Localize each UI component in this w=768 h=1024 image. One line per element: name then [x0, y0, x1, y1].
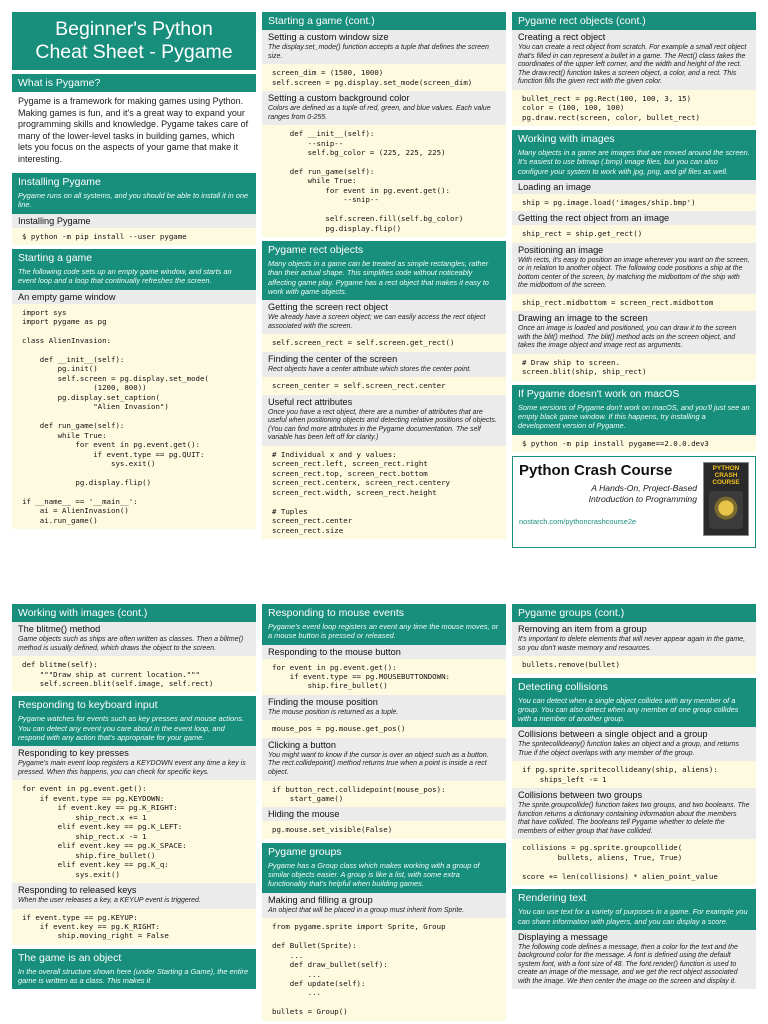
code-block: def blitme(self): """Draw ship at current location.""" self.screen.blit(self.image, self.rect) — [12, 656, 256, 692]
code-block: if button_rect.collidepoint(mouse_pos): start_game() — [262, 781, 506, 808]
page2-column-1 — [12, 604, 256, 1024]
section-pygame-groups — [262, 843, 506, 1021]
code-block: ship_rect.midbottom = screen_rect.midbottom — [512, 294, 756, 311]
subsection-title: Finding the mouse position — [262, 695, 506, 709]
subsection-description: Once you have a rect object, there are a number of attributes that are useful when positioning objects and detecting relative positions of objects. (You can find more attributes in the Pygame documentation. The self variable has been left off for clarity.) — [262, 409, 506, 446]
ad-text — [519, 462, 701, 542]
section-description: Pygame has a Group class which makes working with a group of similar objects easier. A group is like a list, with some extra functionality that's helpful when building games. — [262, 861, 506, 893]
section-title: Responding to keyboard input — [12, 696, 256, 714]
code-block: screen_center = self.screen_rect.center — [262, 377, 506, 394]
code-block: collisions = pg.sprite.groupcollide( bullets, aliens, True, True) score += len(collisions) * alien_point_value — [512, 839, 756, 885]
subsection-description: Colors are defined as a tuple of red, green, and blue values. Each value ranges from 0-255. — [262, 105, 506, 125]
section-description: Pygame runs on all systems, and you should be able to install it in one line. — [12, 191, 256, 214]
subsection-description: An object that will be placed in a group must inherit from Sprite. — [262, 907, 506, 919]
subsection-title: Drawing an image to the screen — [512, 311, 756, 325]
section-description: Some versions of Pygame don't work on macOS, and you'll just see an empty black game window. If this happens, try installing a development version of Pygame. — [512, 403, 756, 435]
section-what-is-pygame — [12, 74, 256, 169]
subsection-title: Responding to released keys — [12, 883, 256, 897]
section-title: Detecting collisions — [512, 678, 756, 696]
section-description: Many objects in a game are images that are moved around the screen. It's easiest to use bitmap (.bmp) image files, but you can also configure your system to work with jpg, png, and gif files as well. — [512, 148, 756, 180]
section-description: Pygame's event loop registers an event any time the mouse moves, or a mouse button is pressed or released. — [262, 622, 506, 645]
title-line-2: Cheat Sheet - Pygame — [35, 41, 233, 63]
subsection-description: When the user releases a key, a KEYUP event is triggered. — [12, 897, 256, 909]
subsection-title: Making and filling a group — [262, 893, 506, 907]
subsection-title: Getting the screen rect object — [262, 300, 506, 314]
section-title: If Pygame doesn't work on macOS — [512, 385, 756, 403]
subsection-description: Pygame's main event loop registers a KEYDOWN event any time a key is pressed. When this happens, you can check for specific keys. — [12, 760, 256, 780]
section-starting-a-game-cont — [262, 12, 506, 237]
subsection-title: Creating a rect object — [512, 30, 756, 44]
subsection-title: Getting the rect object from an image — [512, 211, 756, 225]
code-block: for event in pg.event.get(): if event.type == pg.KEYDOWN: if event.key == pg.K_RIGHT: ship_rect.x += 1 elif event.key == pg.K_LEFT: ship_rect.x -= 1 elif event.key == pg.K_SPACE: ship.fire_bullet() elif event.key == pg.K_q: sys.exit() — [12, 780, 256, 883]
subsection-description: The spritecollideany() function takes an object and a group, and returns True if the object overlaps with any member of the group. — [512, 741, 756, 761]
code-block: from pygame.sprite import Sprite, Group def Bullet(Sprite): ... def draw_bullet(self): ... def update(self): ... bullets = Group() — [262, 918, 506, 1021]
subsection-title: Removing an item from a group — [512, 622, 756, 636]
subsection-title: Displaying a message — [512, 930, 756, 944]
page1-column-2 — [262, 12, 506, 590]
section-rendering-text — [512, 889, 756, 989]
subsection-description: You can create a rect object from scratch. For example a small rect object that's filled in can represent a bullet in a game. The Rect() class takes the coordinates of the upper left corner, and the width and height of the rect. The draw.rect() function takes a screen object, a color, and a rect. This function fills the given rect with the given color. — [512, 44, 756, 90]
subsection-title: Clicking a button — [262, 738, 506, 752]
subsection-title: Collisions between two groups — [512, 788, 756, 802]
code-block: if pg.sprite.spritecollideany(ship, aliens): ships_left -= 1 — [512, 761, 756, 788]
section-description: Many objects in a game can be treated as simple rectangles, rather than their actual shape. This simplifies code without noticeably affecting game play. Pygame has a rect object that makes it easy to work with game objects. — [262, 259, 506, 300]
section-working-with-images — [512, 130, 756, 381]
page-two — [12, 604, 756, 1024]
section-pygame-rect-objects-cont — [512, 12, 756, 126]
ad-subtitle-line-2: Introduction to Programming — [588, 494, 697, 505]
subsection-title: Setting a custom background color — [262, 91, 506, 105]
code-block: screen_dim = (1500, 1000) self.screen = pg.display.set_mode(screen_dim) — [262, 64, 506, 91]
subsection-description: Game objects such as ships are often written as classes. Then a blitme() method is usually defined, which draws the object to the screen. — [12, 636, 256, 656]
subsection-title: An empty game window — [12, 290, 256, 304]
section-description: The following code sets up an empty game window, and starts an event loop and a loop that continually refreshes the screen. — [12, 267, 256, 290]
section-description: You can detect when a single object collides with any member of a group. You can also detect when any member of one group collides with a member of another group. — [512, 696, 756, 728]
subsection-title: Useful rect attributes — [262, 395, 506, 409]
section-installing-pygame — [12, 173, 256, 245]
page1-column-3 — [512, 12, 756, 590]
code-block: pg.mouse.set_visible(False) — [262, 821, 506, 838]
page2-column-3 — [512, 604, 756, 1024]
section-pygame-groups-cont — [512, 604, 756, 674]
page2-column-2 — [262, 604, 506, 1024]
code-block: def __init__(self): --snip-- self.bg_color = (225, 225, 225) def run_game(self): while True: for event in pg.event.get(): --snip-- self.screen.fill(self.bg_color) pg.display.flip() — [262, 125, 506, 237]
code-block: import sys import pygame as pg class AlienInvasion: def __init__(self): pg.init() self.screen = pg.display.set_mode( (1200, 800)) pg.display.set_caption( "Alien Invasion") def run_game(self): while True: for event in pg.event.get(): if event.type == pg.QUIT: sys.exit() pg.display.flip() if __name__ == '__main__': ai = AlienInvasion() ai.run_game() — [12, 304, 256, 530]
section-title: Responding to mouse events — [262, 604, 506, 622]
code-block: if event.type == pg.KEYUP: if event.key == pg.K_RIGHT: ship.moving_right = False — [12, 909, 256, 945]
code-block: $ python -m pip install --user pygame — [12, 228, 256, 245]
section-working-with-images-cont — [12, 604, 256, 692]
section-pygame-rect-objects — [262, 241, 506, 539]
section-title: What is Pygame? — [12, 74, 256, 92]
section-title: Pygame rect objects — [262, 241, 506, 259]
section-game-is-an-object — [12, 949, 256, 990]
book-advertisement[interactable] — [512, 456, 756, 548]
section-title: Working with images (cont.) — [12, 604, 256, 622]
subsection-description: With rects, it's easy to position an image wherever you want on the screen, or in relation to another object. The following code positions a ship at the bottom center of the screen, by matching the midbottom of the ship with the midbottom of the screen. — [512, 257, 756, 294]
subsection-description: The display.set_mode() function accepts a tuple that defines the screen size. — [262, 44, 506, 64]
subsection-title: Installing Pygame — [12, 214, 256, 228]
code-block: mouse_pos = pg.mouse.get_pos() — [262, 720, 506, 737]
subsection-description: It's important to delete elements that will never appear again in the game, so you don't waste memory and resources. — [512, 636, 756, 656]
section-title: The game is an object — [12, 949, 256, 967]
page-one — [12, 12, 756, 590]
subsection-title: Collisions between a single object and a group — [512, 727, 756, 741]
section-description: You can use text for a variety of purposes in a game. For example you can share information with players, and you can display a score. — [512, 907, 756, 930]
subsection-title: Loading an image — [512, 180, 756, 194]
subsection-title: Setting a custom window size — [262, 30, 506, 44]
section-title: Working with images — [512, 130, 756, 148]
subsection-title: Positioning an image — [512, 243, 756, 257]
subsection-description: We already have a screen object; we can easily access the rect object associated with the screen. — [262, 314, 506, 334]
section-title: Starting a game (cont.) — [262, 12, 506, 30]
section-title: Pygame groups — [262, 843, 506, 861]
book-cover-art — [709, 491, 743, 529]
section-mouse-events — [262, 604, 506, 839]
subsection-title: Finding the center of the screen — [262, 352, 506, 366]
cheat-sheet-title — [12, 12, 256, 70]
section-title: Pygame groups (cont.) — [512, 604, 756, 622]
subsection-title: Hiding the mouse — [262, 807, 506, 821]
section-title: Installing Pygame — [12, 173, 256, 191]
code-block: # Draw ship to screen. screen.blit(ship, ship_rect) — [512, 354, 756, 381]
ad-title: Python Crash Course — [519, 462, 673, 480]
section-description: In the overall structure shown here (under Starting a Game), the entire game is written as a class. This makes it — [12, 967, 256, 990]
page1-column-1 — [12, 12, 256, 590]
section-keyboard-input — [12, 696, 256, 944]
ad-url-link[interactable]: nostarch.com/pythoncrashcourse2e — [519, 517, 637, 527]
section-title: Rendering text — [512, 889, 756, 907]
subsection-description: Once an image is loaded and positioned, you can draw it to the screen with the blit() method. The blit() method acts on the screen object, and takes the image object and image rect as arguments. — [512, 325, 756, 354]
code-block: for event in pg.event.get(): if event.type == pg.MOUSEBUTTONDOWN: ship.fire_bullet() — [262, 659, 506, 695]
section-title: Starting a game — [12, 249, 256, 267]
subsection-description: You might want to know if the cursor is over an object such as a button. The rect.collidepoint() method returns true when a point is inside a rect object. — [262, 752, 506, 781]
book-cover-image — [703, 462, 749, 536]
subsection-title: Responding to key presses — [12, 746, 256, 760]
subsection-description: The mouse position is returned as a tuple. — [262, 709, 506, 721]
section-detecting-collisions — [512, 678, 756, 886]
code-block: $ python -m pip install pygame==2.0.0.dev3 — [512, 435, 756, 452]
code-block: # Individual x and y values: screen_rect.left, screen_rect.right screen_rect.top, screen_rect.bottom screen_rect.centerx, screen_rect.centery screen_rect.width, screen_rect.height # Tuples screen_rect.center screen_rect.size — [262, 446, 506, 539]
code-block: self.screen_rect = self.screen.get_rect() — [262, 334, 506, 351]
section-macos — [512, 385, 756, 452]
subsection-description: The following code defines a message, then a color for the text and the background color for the message. A font is defined using the default system font, with a font size of 48. The font.render() function is used to create an image of the message, and we get the rect object associated with the image. We then center the image on the screen and display it. — [512, 944, 756, 990]
code-block: bullets.remove(bullet) — [512, 656, 756, 673]
book-cover-title: PYTHON CRASH COURSE — [712, 465, 740, 486]
subsection-title: The blitme() method — [12, 622, 256, 636]
section-starting-a-game — [12, 249, 256, 529]
section-title: Pygame rect objects (cont.) — [512, 12, 756, 30]
code-block: ship = pg.image.load('images/ship.bmp') — [512, 194, 756, 211]
section-description: Pygame watches for events such as key presses and mouse actions. You can detect any event you care about in the event loop, and respond with any action that's appropriate for your game. — [12, 714, 256, 746]
code-block: ship_rect = ship.get_rect() — [512, 225, 756, 242]
ad-subtitle — [519, 483, 701, 505]
subsection-description: The sprite.groupcollide() function takes two groups, and two booleans. The function returns a dictionary containing information about the members that have collided. The booleans tell Pygame whether to delete the members of either group that have collided. — [512, 802, 756, 839]
title-line-1: Beginner's Python — [55, 18, 213, 40]
section-text: Pygame is a framework for making games using Python. Making games is fun, and it's a great way to expand your programming skills and knowledge. Pygame takes care of many of the lower-level tasks in building games, which lets you focus on the aspects of your game that make it interesting. — [18, 96, 249, 164]
code-block: bullet_rect = pg.Rect(100, 100, 3, 15) color = (100, 100, 100) pg.draw.rect(screen, color, bullet_rect) — [512, 90, 756, 126]
ad-subtitle-line-1: A Hands-On, Project-Based — [591, 483, 697, 494]
subsection-title: Responding to the mouse button — [262, 645, 506, 659]
subsection-description: Rect objects have a center attribute which stores the center point. — [262, 366, 506, 378]
